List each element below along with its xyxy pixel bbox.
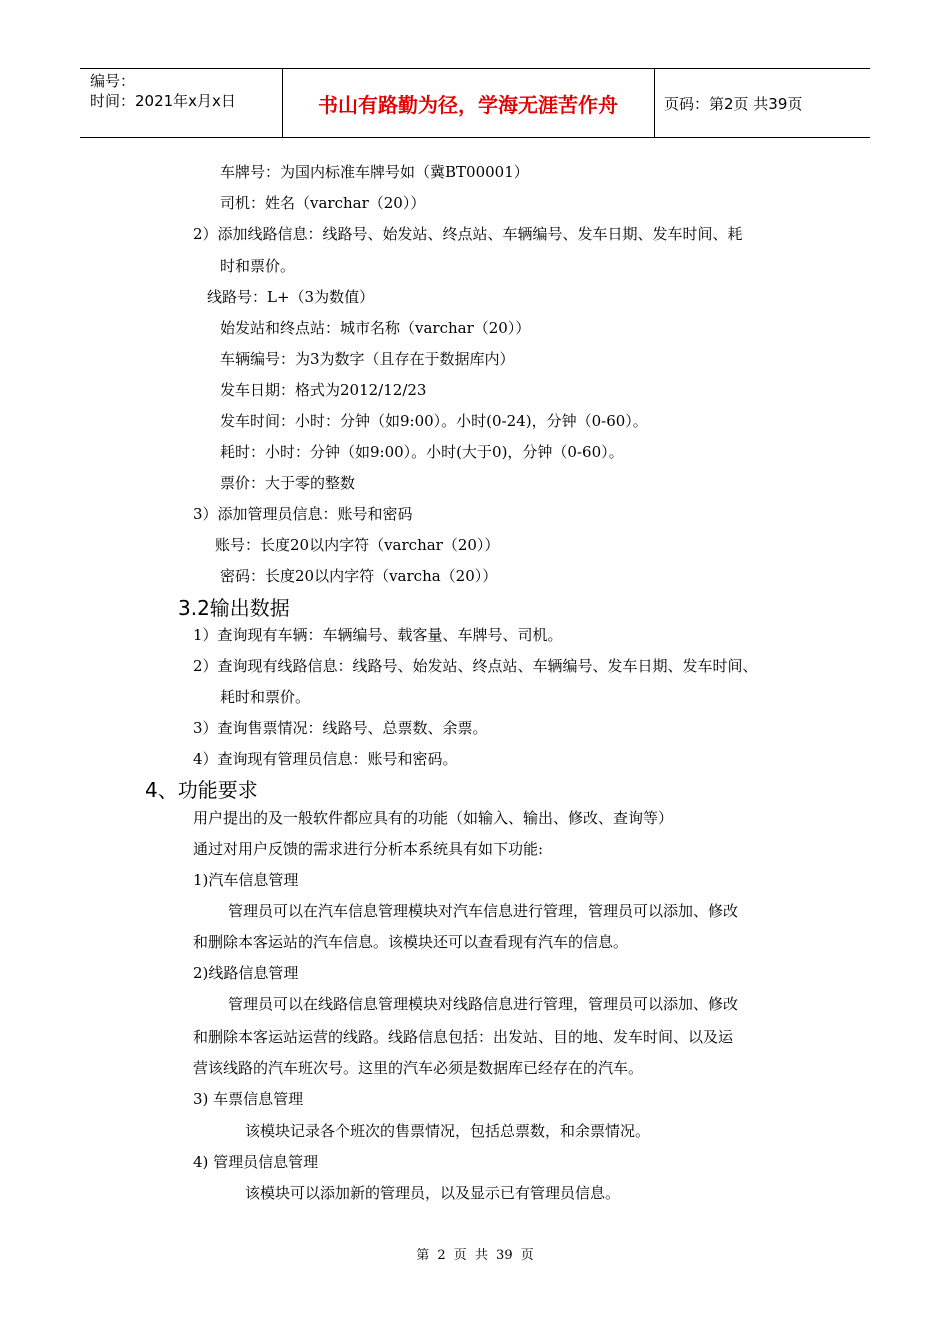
header-left [90,71,236,111]
text-line: 线路号：L+（3为数值） [207,288,375,306]
text-line: 管理员可以在线路信息管理模块对线路信息进行管理，管理员可以添加、修改 [228,995,739,1013]
text-line: 3）添加管理员信息：账号和密码 [193,505,413,523]
text-line: 2）查询现有线路信息：线路号、始发站、终点站、车辆编号、发车日期、发车时间、 [193,657,758,675]
text-line: 4）查询现有管理员信息：账号和密码。 [193,750,458,768]
text-line: 用户提出的及一般软件都应具有的功能（如输入、输出、修改、查询等） [193,809,674,827]
text-line: 4) 管理员信息管理 [193,1153,319,1171]
text-line: 发车日期：格式为2012/12/23 [220,381,427,399]
text-line: 管理员可以在汽车信息管理模块对汽车信息进行管理，管理员可以添加、修改 [228,902,739,920]
text-line: 票价：大于零的整数 [220,474,356,492]
page-footer: 第 2 页 共 39 页 [416,1248,534,1263]
header-table [80,68,870,138]
text-line: 车牌号：为国内标准车牌号如（冀BT00001） [220,163,529,181]
text-line: 司机：姓名（varchar（20）） [220,194,426,212]
section-heading: 3.2输出数据 [178,596,290,620]
text-line: 营该线路的汽车班次号。这里的汽车必须是数据库已经存在的汽车。 [193,1059,644,1077]
text-line: 密码：长度20以内字符（varcha（20）） [220,567,498,585]
text-line: 2)线路信息管理 [193,964,299,982]
text-line: 2）添加线路信息：线路号、始发站、终点站、车辆编号、发车日期、发车时间、耗 [193,225,743,243]
text-line: 通过对用户反馈的需求进行分析本系统具有如下功能: [193,840,544,858]
text-line: 和删除本客运站的汽车信息。该模块还可以查看现有汽车的信息。 [193,933,629,951]
text-line: 3) 车票信息管理 [193,1090,304,1108]
text-line: 3）查询售票情况：线路号、总票数、余票。 [193,719,488,737]
text-line: 1)汽车信息管理 [193,871,299,889]
header-divider [654,69,655,137]
text-line: 该模块可以添加新的管理员，以及显示已有管理员信息。 [245,1184,621,1202]
header-page-label: 页码：第2页 共39页 [664,94,803,113]
text-line: 始发站和终点站：城市名称（varchar（20）） [220,319,531,337]
text-line: 账号：长度20以内字符（varchar（20）） [215,536,500,554]
text-line: 耗时：小时：分钟（如9:00）。小时(大于0)，分钟（0-60）。 [220,443,624,461]
text-line: 该模块记录各个班次的售票情况，包括总票数，和余票情况。 [245,1122,651,1140]
text-line: 耗时和票价。 [220,688,311,706]
section-heading: 4、功能要求 [145,778,258,802]
header-motto: 书山有路勤为径，学海无涯苦作舟 [318,92,618,117]
number-label: 编号： [90,72,136,90]
text-line: 车辆编号：为3为数字（且存在于数据库内） [220,350,515,368]
time-label: 时间：2021年x月x日 [90,92,236,110]
text-line: 时和票价。 [220,257,296,275]
text-line: 1）查询现有车辆：车辆编号、载客量、车牌号、司机。 [193,626,563,644]
text-line: 和删除本客运站运营的线路。线路信息包括：出发站、目的地、发车时间、以及运 [193,1028,734,1046]
text-line: 发车时间：小时：分钟（如9:00）。小时(0-24)，分钟（0-60）。 [220,412,648,430]
